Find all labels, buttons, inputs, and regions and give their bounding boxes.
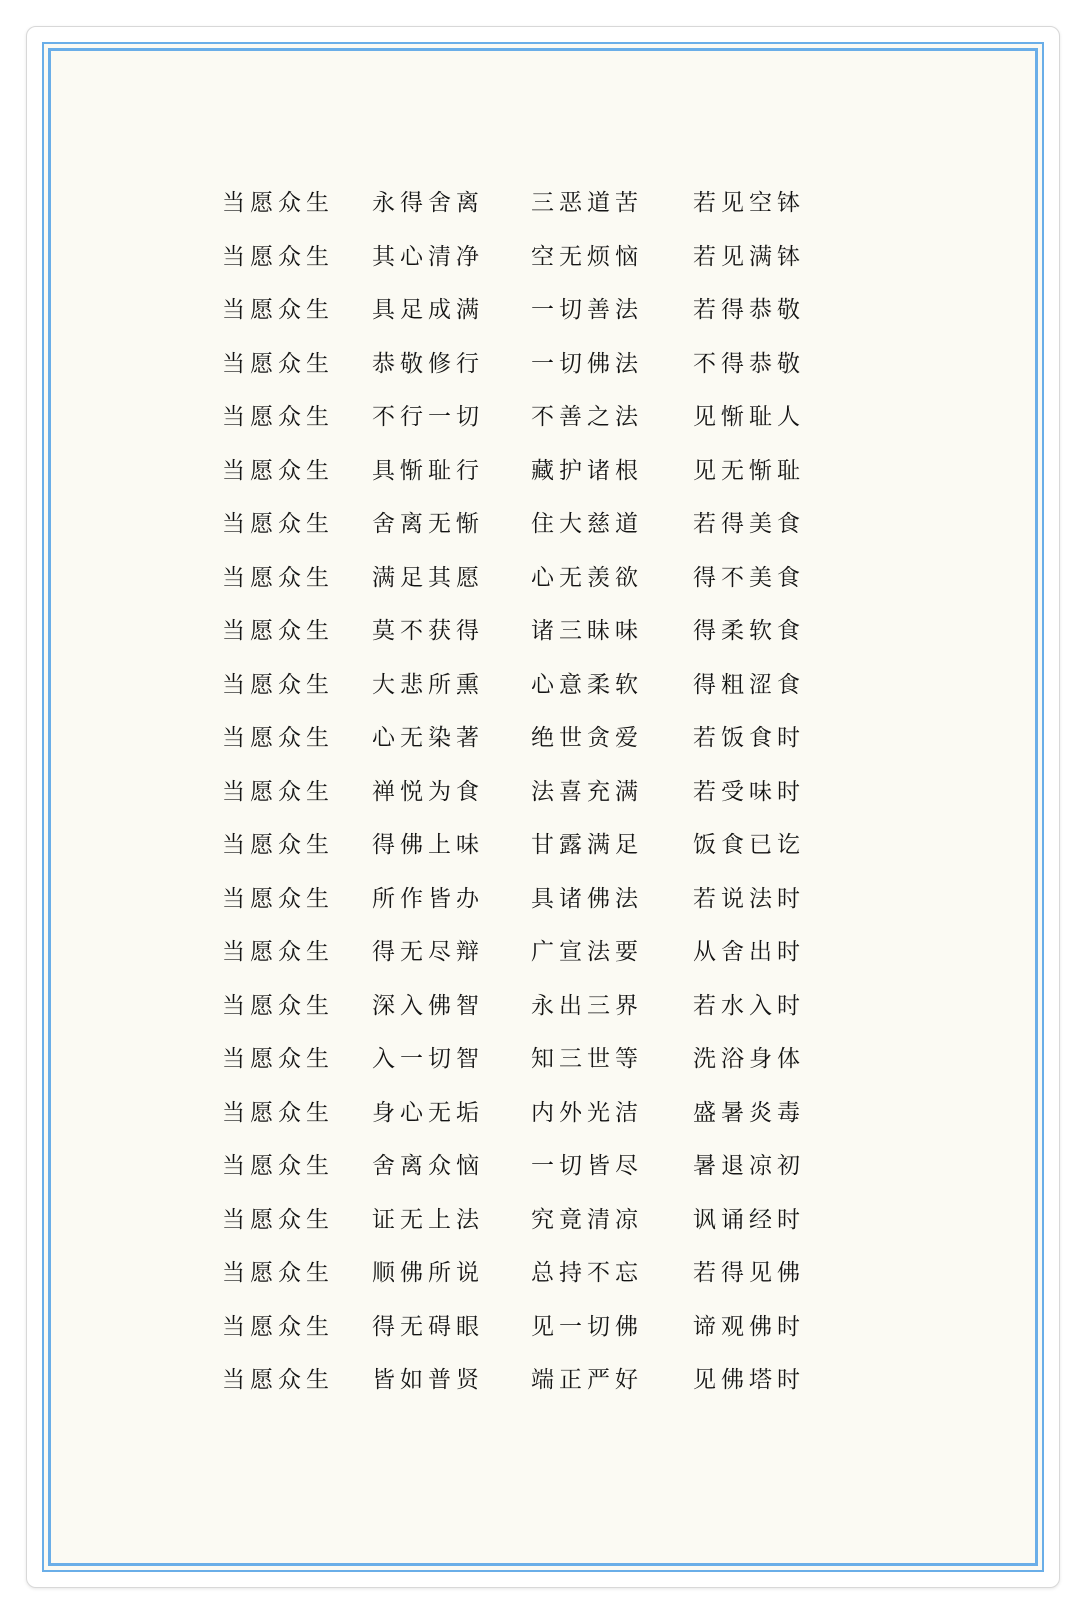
verse-phrase: 当愿众生 [222,404,334,430]
verse-phrase: 究竟清凉 [531,1206,643,1233]
verse-phrase: 见佛塔时 [693,1367,805,1393]
verse-phrase: 当愿众生 [222,350,334,377]
verse-phrase: 深入佛智 [372,992,484,1019]
verse-phrase: 当愿众生 [222,939,334,965]
verse-row [222,1033,842,1087]
verse-phrase: 藏护诸根 [531,457,643,484]
verse-phrase: 皆如普贤 [372,1367,484,1393]
verse-phrase: 得粗涩食 [693,671,805,698]
verse-phrase: 莫不获得 [372,618,484,644]
verse-phrase: 绝世贪爱 [531,725,643,751]
verse-row [222,980,842,1034]
verse-phrase: 得佛上味 [372,832,484,858]
verse-phrase: 当愿众生 [222,243,334,270]
verse-phrase: 当愿众生 [222,511,334,537]
verse-phrase: 得不美食 [693,564,805,591]
verse-row [222,552,842,606]
verse-row [222,1194,842,1248]
verse-phrase: 当愿众生 [222,1099,334,1126]
verse-phrase: 从舍出时 [693,939,805,965]
verse-phrase: 空无烦恼 [531,243,643,270]
verse-phrase: 其心清净 [372,243,484,270]
verse-row [222,1301,842,1355]
verse-phrase: 永得舍离 [372,190,484,216]
verse-phrase: 当愿众生 [222,778,334,805]
verse-row [222,498,842,552]
verse-phrase: 心意柔软 [531,671,643,698]
verse-phrase: 诸三昧味 [531,618,643,644]
verse-row [222,1087,842,1141]
verse-phrase: 广宣法要 [531,939,643,965]
verse-row [222,1140,842,1194]
verse-phrase: 所作皆办 [372,885,484,912]
verse-phrase: 当愿众生 [222,618,334,644]
verse-phrase: 证无上法 [372,1206,484,1233]
verse-phrase: 若见空钵 [693,190,805,216]
verse-phrase: 一切佛法 [531,350,643,377]
verse-phrase: 当愿众生 [222,725,334,751]
verse-phrase: 当愿众生 [222,1260,334,1286]
verse-row [222,605,842,659]
verse-row [222,819,842,873]
verse-phrase: 洗浴身体 [693,1046,805,1072]
verse-phrase: 一切皆尽 [531,1153,643,1179]
verse-row [222,1354,842,1408]
verse-phrase: 当愿众生 [222,992,334,1019]
verse-phrase: 若得恭敬 [693,297,805,323]
verse-phrase: 具惭耻行 [372,457,484,484]
verse-phrase: 当愿众生 [222,1206,334,1233]
verse-phrase: 不行一切 [372,404,484,430]
verse-phrase: 满足其愿 [372,564,484,591]
verse-row [222,873,842,927]
verse-phrase: 知三世等 [531,1046,643,1072]
verse-phrase: 端正严好 [531,1367,643,1393]
verse-phrase: 内外光洁 [531,1099,643,1126]
verse-row [222,766,842,820]
verse-phrase: 谛观佛时 [693,1313,805,1340]
verse-phrase: 盛暑炎毒 [693,1099,805,1126]
verse-phrase: 得柔软食 [693,618,805,644]
verse-phrase: 若说法时 [693,885,805,912]
verse-phrase: 当愿众生 [222,297,334,323]
verse-phrase: 得无尽辩 [372,939,484,965]
verse-row [222,712,842,766]
verse-phrase: 当愿众生 [222,1046,334,1072]
verse-phrase: 一切善法 [531,297,643,323]
verse-phrase: 得无碍眼 [372,1313,484,1340]
verse-phrase: 禅悦为食 [372,778,484,805]
verse-phrase: 当愿众生 [222,564,334,591]
verse-phrase: 当愿众生 [222,1367,334,1393]
verse-phrase: 讽诵经时 [693,1206,805,1233]
verse-row [222,445,842,499]
verse-phrase: 当愿众生 [222,190,334,216]
verse-row [222,659,842,713]
verse-phrase: 顺佛所说 [372,1260,484,1286]
verse-phrase: 心无羡欲 [531,564,643,591]
verse-phrase: 若水入时 [693,992,805,1019]
verse-phrase: 若得见佛 [693,1260,805,1286]
verse-phrase: 当愿众生 [222,885,334,912]
verse-phrase: 若得美食 [693,511,805,537]
verse-phrase: 身心无垢 [372,1099,484,1126]
verse-phrase: 见惭耻人 [693,404,805,430]
verse-phrase: 当愿众生 [222,1313,334,1340]
verse-phrase: 见一切佛 [531,1313,643,1340]
verse-phrase: 法喜充满 [531,778,643,805]
verse-phrase: 具诸佛法 [531,885,643,912]
verse-phrase: 饭食已讫 [693,832,805,858]
document-page [26,26,1060,1588]
verse-row [222,284,842,338]
verse-phrase: 若受味时 [693,778,805,805]
verse-phrase: 当愿众生 [222,457,334,484]
verse-row [222,1247,842,1301]
verse-phrase: 暑退凉初 [693,1153,805,1179]
verse-phrase: 当愿众生 [222,671,334,698]
verse-row [222,177,842,231]
verse-phrase: 三恶道苦 [531,190,643,216]
verse-phrase: 入一切智 [372,1046,484,1072]
verse-phrase: 不得恭敬 [693,350,805,377]
verse-phrase: 恭敬修行 [372,350,484,377]
verse-phrase: 甘露满足 [531,832,643,858]
verse-row [222,231,842,285]
verse-table [222,177,842,1408]
verse-phrase: 见无惭耻 [693,457,805,484]
verse-phrase: 若见满钵 [693,243,805,270]
verse-phrase: 当愿众生 [222,832,334,858]
verse-phrase: 不善之法 [531,404,643,430]
verse-phrase: 舍离众恼 [372,1153,484,1179]
verse-phrase: 若饭食时 [693,725,805,751]
verse-row [222,926,842,980]
verse-phrase: 心无染著 [372,725,484,751]
verse-phrase: 永出三界 [531,992,643,1019]
verse-phrase: 具足成满 [372,297,484,323]
verse-row [222,338,842,392]
verse-phrase: 住大慈道 [531,511,643,537]
verse-phrase: 大悲所熏 [372,671,484,698]
verse-phrase: 当愿众生 [222,1153,334,1179]
verse-phrase: 舍离无惭 [372,511,484,537]
verse-row [222,391,842,445]
verse-phrase: 总持不忘 [531,1260,643,1286]
